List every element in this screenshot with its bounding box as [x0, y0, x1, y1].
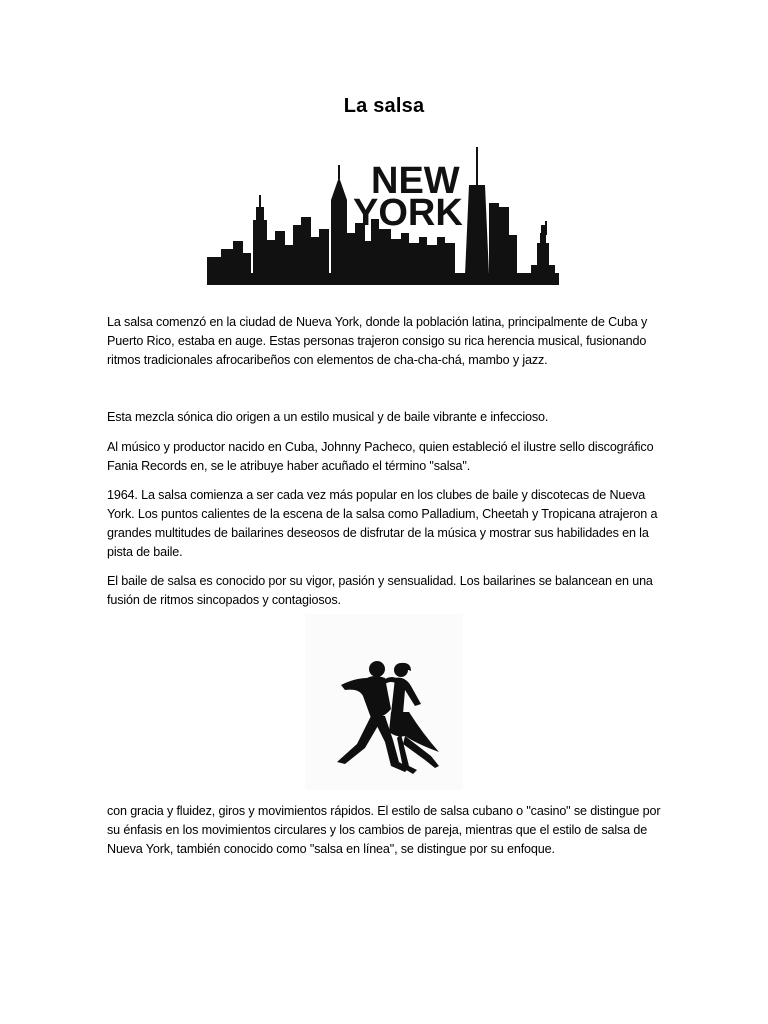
paragraph-dance: El baile de salsa es conocido por su vigor, pasión y sensualidad. Los bailarines se balancean en una fusión de ritmos sincopados y contagiosos. — [107, 574, 653, 607]
paragraph-origin: La salsa comenzó en la ciudad de Nueva York, donde la población latina, principalmente de Cuba y Puerto Rico, estaba en auge. Estas personas trajeron consigo su rica herencia musical, fusionando ritmos tradicionales afrocaribeños con elementos de cha-cha-chá, mambo y jazz. — [107, 315, 648, 367]
new-york-skyline-logo — [205, 145, 561, 287]
paragraph-mix: Esta mezcla sónica dio origen a un estilo musical y de baile vibrante e infeccioso. — [107, 410, 549, 424]
paragraph-pacheco: Al músico y productor nacido en Cuba, Johnny Pacheco, quien estableció el ilustre sello discográfico Fania Records en, se le atribuye haber acuñado el término "salsa". — [107, 440, 654, 473]
page-title: La salsa — [343, 95, 425, 117]
paragraph-popularity: 1964. La salsa comienza a ser cada vez más popular en los clubes de baile y discotecas de Nueva York. Los puntos calientes de la escena de la salsa como Palladium, Cheetah y Tropicana atrajeron a grandes multitudes de bailarines deseosos de disfrutar de la música y mostrar sus habilidades en la pista de baile. — [107, 488, 658, 559]
logo-line-york: YORK — [353, 192, 463, 234]
salsa-dancers-silhouette — [305, 614, 463, 790]
logo-line-new: NEW — [371, 160, 460, 202]
paragraph-styles: con gracia y fluidez, giros y movimientos rápidos. El estilo de salsa cubano o "casino" se distingue por su énfasis en los movimientos circulares y los cambios de pareja, mientras que el estilo de salsa de Nueva York, también conocido como "salsa en línea", se distingue por su enfoque. — [107, 804, 661, 856]
